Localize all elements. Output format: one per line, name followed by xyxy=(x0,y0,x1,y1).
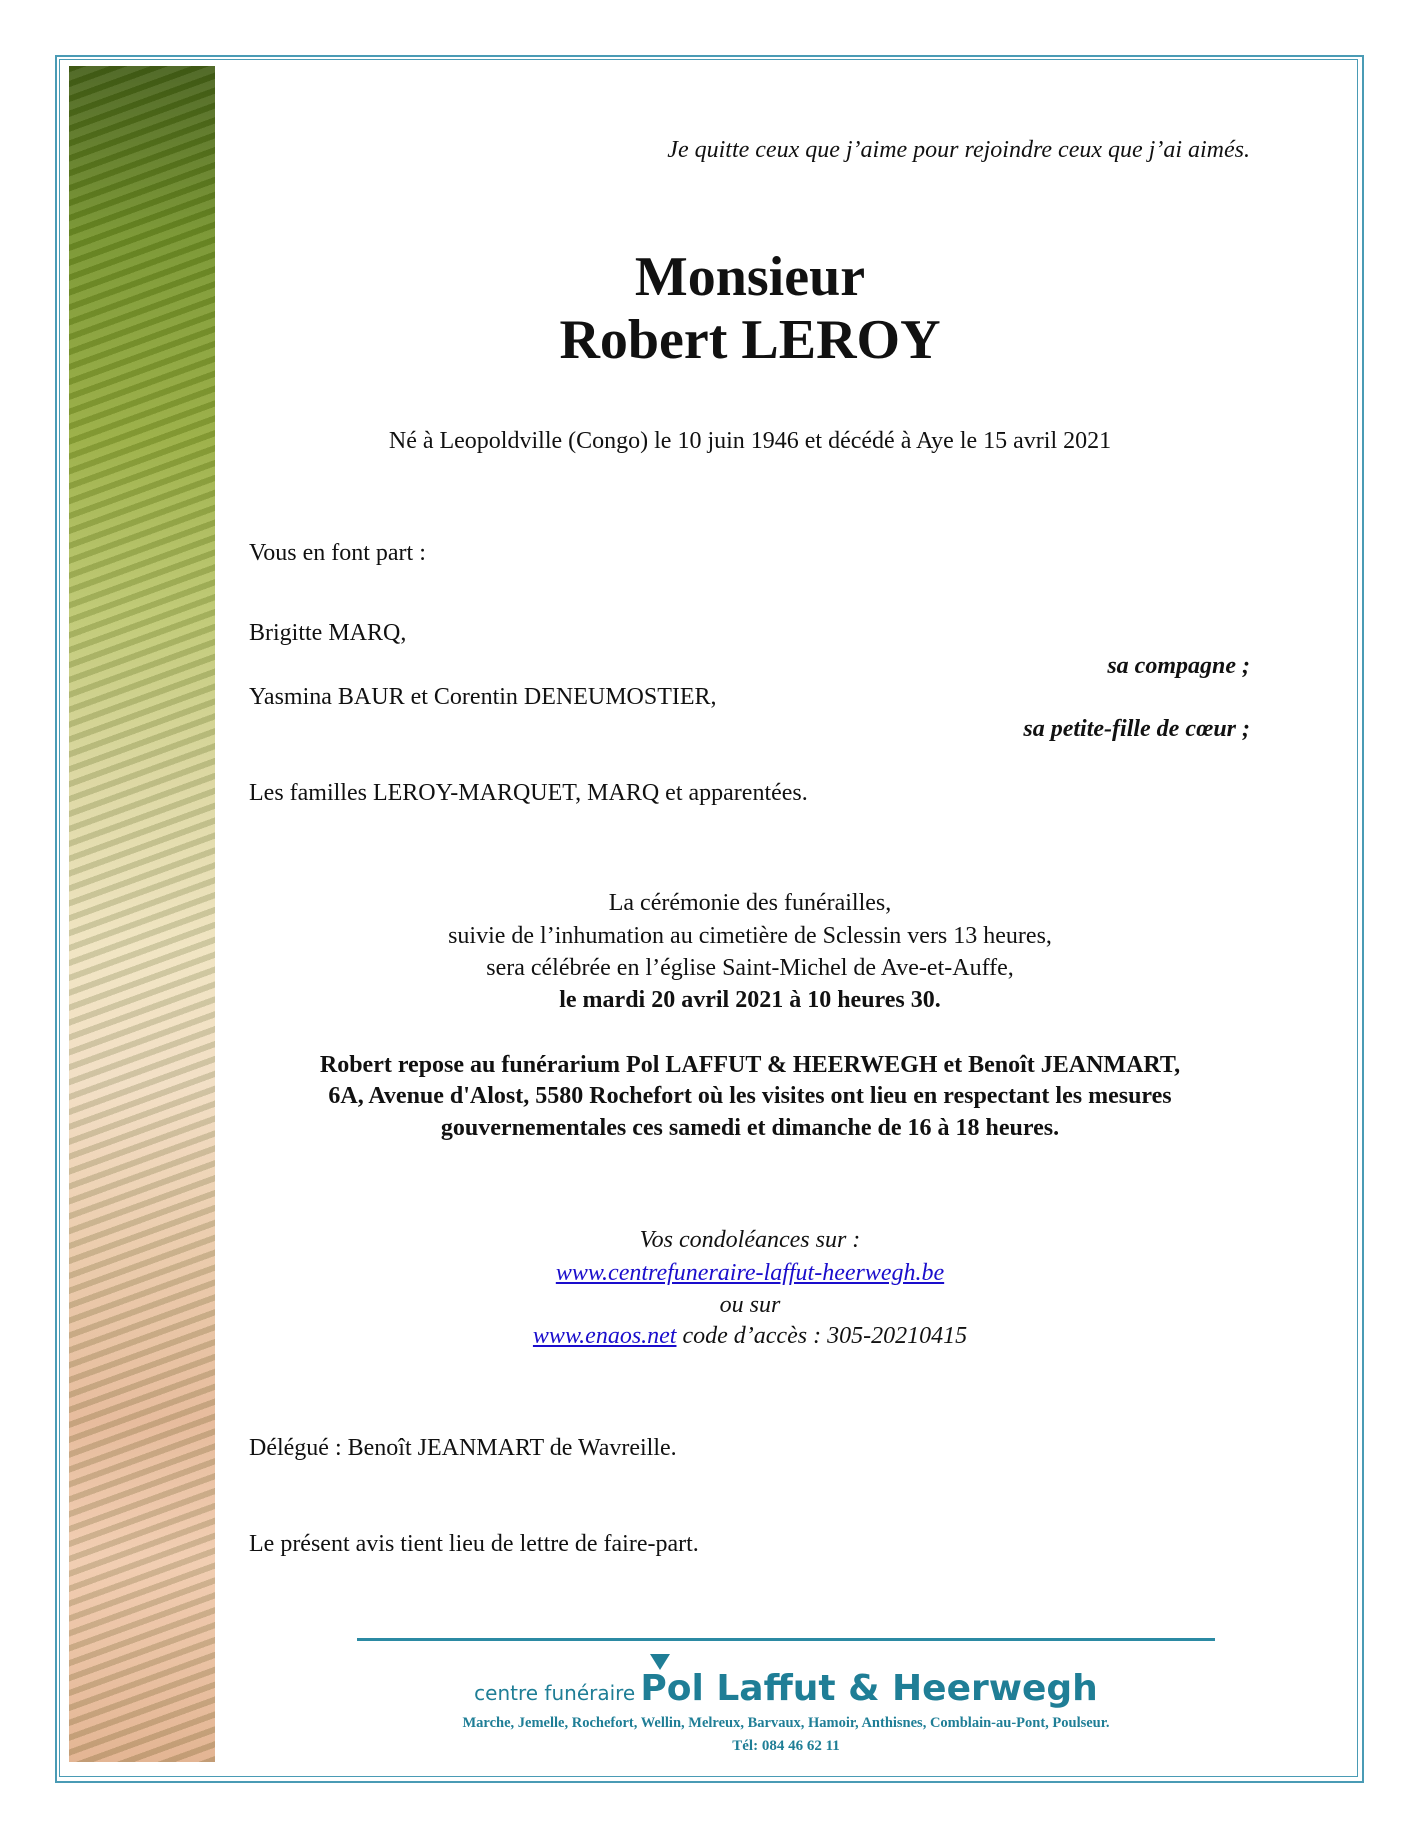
families: Les familles LEROY-MARQUET, MARQ et apparentées. xyxy=(249,780,808,806)
visit-line: Robert repose au funérarium Pol LAFFUT & HEERWEGH et Benoît JEANMART, xyxy=(319,1052,1181,1078)
footer-phone: Tél: 084 46 62 11 xyxy=(732,1738,840,1754)
birth-death: Né à Leopoldville (Congo) le 10 juin 1946 et décédé à Aye le 15 avril 2021 xyxy=(388,428,1112,454)
ceremony-line: suivie de l’inhumation au cimetière de Sclessin vers 13 heures, xyxy=(448,923,1052,949)
funeral-home-logo xyxy=(357,1668,1215,1709)
access-code: code d’accès : 305-20210415 xyxy=(676,1323,968,1349)
title: Monsieur xyxy=(634,246,866,308)
condolences-or: ou sur xyxy=(719,1292,781,1318)
family-name: Yasmina BAUR et Corentin DENEUMOSTIER, xyxy=(249,684,717,710)
family-relation: sa compagne ; xyxy=(1107,653,1250,679)
ceremony-date: le mardi 20 avril 2021 à 10 heures 30. xyxy=(559,987,941,1013)
family-name: Brigitte MARQ, xyxy=(249,620,407,646)
condolences-link-2[interactable]: www.enaos.net xyxy=(532,1323,677,1349)
ceremony-line: La cérémonie des funérailles, xyxy=(608,890,892,916)
deceased-name: Robert LEROY xyxy=(559,309,941,371)
notice: Le présent avis tient lieu de lettre de faire-part. xyxy=(249,1531,699,1557)
footer-rule xyxy=(357,1638,1215,1641)
announce: Vous en font part : xyxy=(249,540,426,566)
ceremony-line: sera célébrée en l’église Saint-Michel de Ave-et-Auffe, xyxy=(486,955,1014,981)
visit-line: 6A, Avenue d'Alost, 5580 Rochefort où les visites ont lieu en respectant les mesures xyxy=(328,1083,1172,1109)
delegate: Délégué : Benoît JEANMART de Wavreille. xyxy=(249,1435,677,1461)
forest-path-image xyxy=(69,66,215,1762)
condolences-link-1[interactable]: www.centrefuneraire-laffut-heerwegh.be xyxy=(555,1260,945,1286)
visit-line: gouvernementales ces samedi et dimanche de 16 à 18 heures. xyxy=(440,1115,1060,1141)
logo-prefix: centre funéraire xyxy=(474,1681,636,1705)
logo-brand: Pol Laffut & Heerwegh xyxy=(640,1668,1098,1709)
family-relation: sa petite-fille de cœur ; xyxy=(1023,716,1250,742)
footer-locations: Marche, Jemelle, Rochefort, Wellin, Melreux, Barvaux, Hamoir, Anthisnes, Comblain-au-Pont, Poulseur. xyxy=(462,1715,1110,1731)
epigraph: Je quitte ceux que j’aime pour rejoindre ceux que j’ai aimés. xyxy=(667,137,1250,163)
condolences-intro: Vos condoléances sur : xyxy=(639,1227,861,1253)
